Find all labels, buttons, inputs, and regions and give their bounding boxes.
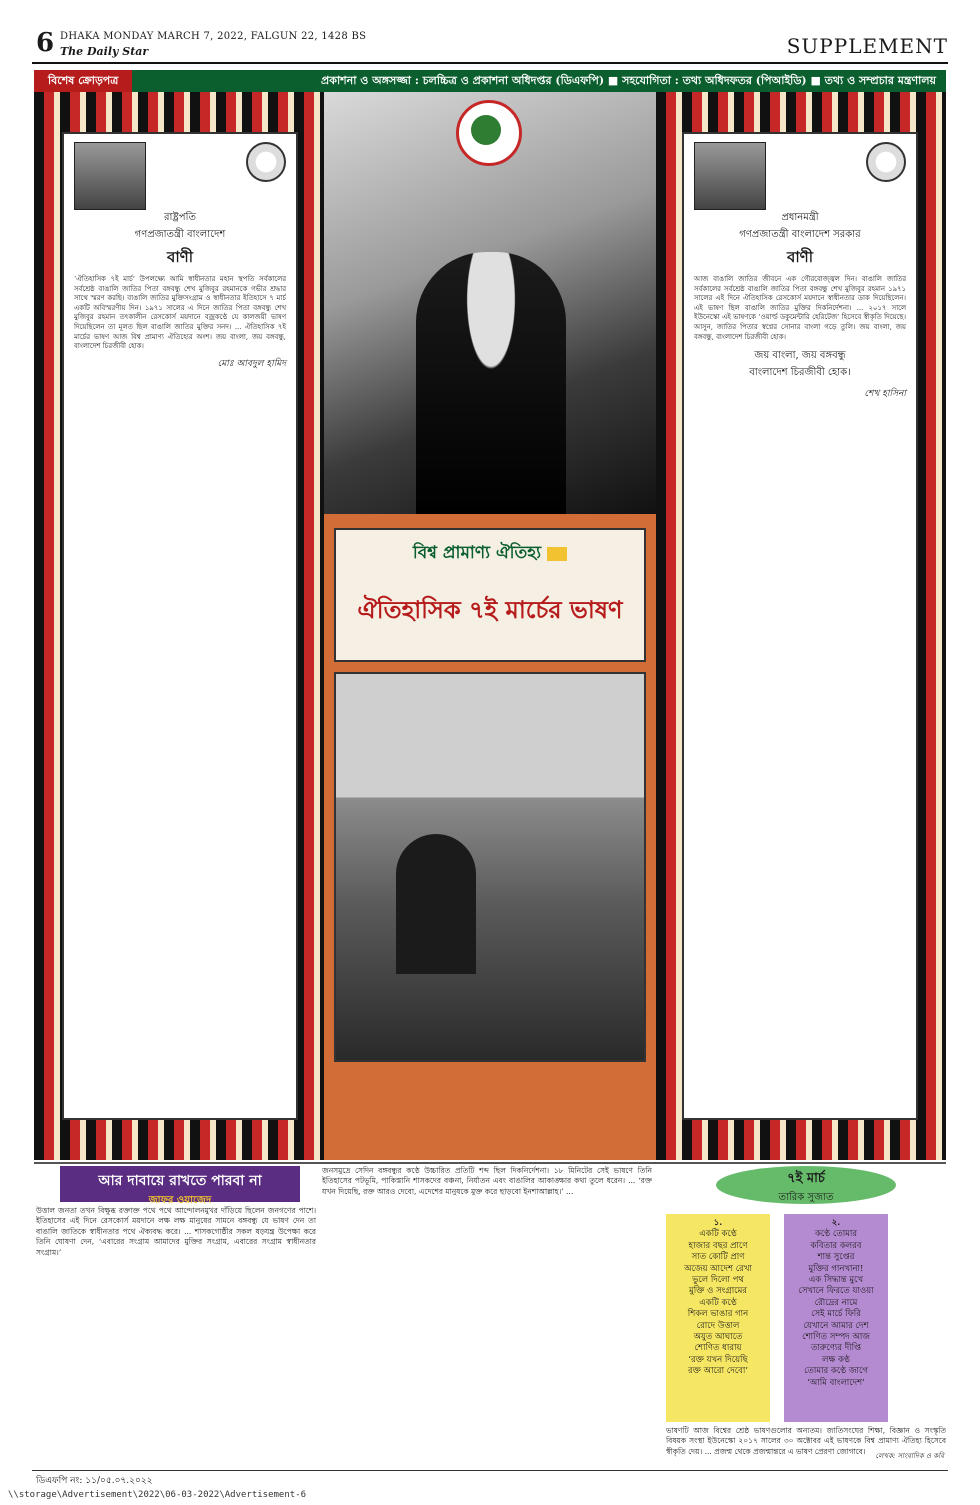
pm-photo <box>694 142 766 210</box>
government-seal-icon <box>866 142 906 182</box>
panel-title: রাষ্ট্রপতি <box>164 212 196 223</box>
article-column-1: উত্তাল জনতা তখন বিক্ষুব্ধ রক্তাক্ত পথে পথে আন্দোলনমুখর দাঁড়িয়ে ছিলেন জনগণের পাশে। ইতিহাসের এই দিনে রেসকোর্স ময়দানে লক্ষ লক্ষ মানুষের সামনে বঙ্গবন্ধু যে ভাষণ দেন তা বাঙালি জাতিকে স্বাধীনতার পথে ঐক্যবদ্ধ করে। ... শাসকগোষ্ঠীর সকল ষড়যন্ত্র উপেক্ষা করে তিনি ঘোষণা দেন, ‘এবারের সংগ্রাম আমাদের মুক্তির সংগ্রাম, এবারের সংগ্রাম স্বাধীনতার সংগ্রাম।’ <box>36 1206 316 1257</box>
poem-part-number: ২. <box>831 1218 841 1228</box>
government-emblem-icon <box>456 100 522 166</box>
article-headline-box <box>60 1166 300 1206</box>
message-heading: বাণী <box>166 248 194 266</box>
unesco-icon <box>547 547 567 561</box>
poem-title: ৭ই মার্চ <box>787 1171 825 1186</box>
title-box <box>334 528 646 662</box>
poem-header <box>716 1166 896 1204</box>
panel-subtitle: গণপ্রজাতন্ত্রী বাংলাদেশ সরকার <box>739 229 861 240</box>
rally-speaker-figure <box>396 834 476 974</box>
pm-message-panel <box>682 132 918 1120</box>
section-label: SUPPLEMENT <box>786 34 948 58</box>
article-headline: আর দাবায়ে রাখতে পারবা না <box>98 1173 262 1189</box>
banner-tag: বিশেষ ক্রোড়পত্র <box>34 70 132 92</box>
hero-photo <box>324 92 656 514</box>
president-message-panel <box>62 132 298 1120</box>
rally-photo <box>334 672 646 1062</box>
panel-subtitle: গণপ্রজাতন্ত্রী বাংলাদেশ <box>134 229 226 240</box>
footer-rule <box>32 1470 948 1471</box>
poem-part-1 <box>666 1214 770 1422</box>
banner-text: প্রকাশনা ও অঙ্গসজ্জা : চলচ্চিত্র ও প্রকাশনা অধিদপ্তর (ডিএফপি) ■ সহযোগিতা : তথ্য অধিদফতর (পিআইডি) ■ তথ্য ও সম্প্রচার মন্ত্রণালয় <box>321 73 936 87</box>
supplement-banner <box>34 70 946 92</box>
president-photo <box>74 142 146 210</box>
article-column-2: জনসমুদ্রে সেদিন বঙ্গবন্ধুর কণ্ঠে উচ্চারিত প্রতিটি শব্দ ছিল দিকনির্দেশনা। ১৮ মিনিটের সেই ভাষণে তিনি ইতিহাসের পটভূমি, পাকিস্তানি শাসকদের বঞ্চনা, নির্যাতন এবং বাঙালির আকাঙ্ক্ষার কথা তুলে ধরেন। ... ‘রক্ত যখন দিয়েছি, রক্ত আরও দেবো, এদেশের মানুষকে মুক্ত করে ছাড়বো ইনশাআল্লাহ।’ ... <box>322 1166 652 1196</box>
poem-part-text: কণ্ঠে তোমার কবিতার কলরব শান্ত সুপ্তের মুক্তির গানখানা! এক সিদ্ধান্ত মুখে সেখানে ফিরতে যাওয়া রৌদ্রের নামে সেই মার্চে ফিরি যেখানে আমার দেশ শোণিত সম্পদ আজ তারুণ্যের দীপ্তি লক্ষ কণ্ঠ তোমার কণ্ঠে জাগে ‘আমি বাংলাদেশ’ <box>798 1229 874 1388</box>
dfp-number: ডিএফপি নং: ১১/০৫.০৭.২০২২ <box>36 1476 153 1486</box>
file-path: \\storage\Advertisement\2022\06-03-2022\Advertisement-6 <box>8 1490 307 1500</box>
article-author: জাফর ওয়াজেদ <box>148 1195 212 1206</box>
masthead-rule <box>32 62 948 64</box>
message-heading: বাণী <box>786 248 814 266</box>
message-body: আজ বাঙালি জাতির জীবনে এক গৌরবোজ্জ্বল দিন। বাঙালি জাতির সর্বকালের সর্বশ্রেষ্ঠ বাঙালি জাতির পিতা বঙ্গবন্ধু শেখ মুজিবুর রহমান ১৯৭১ সালের এই দিনে ঐতিহাসিক রেসকোর্স ময়দানে স্বাধীনতার ডাক দিয়েছিলেন। এই ভাষণ ছিল বাঙালি জাতির মুক্তির দিকনির্দেশনা। ... ২০১৭ সালে ইউনেস্কো এই ভাষণকে ‘ওয়ার্ল্ড ডকুমেন্টারি হেরিটেজ’ হিসেবে স্বীকৃতি দিয়েছে। আসুন, জাতির পিতার স্বপ্নের সোনার বাংলা গড়ে তুলি। জয় বাংলা, জয় বঙ্গবন্ধু, বাংলাদেশ চিরজীবী হোক। <box>694 275 906 341</box>
speech-title: ঐতিহাসিক ৭ই মার্চের ভাষণ <box>357 595 623 624</box>
section-rule <box>34 1162 946 1164</box>
message-closing: জয় বাংলা, জয় বঙ্গবন্ধু বাংলাদেশ চিরজীবী হোক। <box>749 350 851 379</box>
speaker-figure <box>416 252 566 514</box>
newspaper-name: The Daily Star <box>60 45 149 58</box>
poem-author: তারিক সুজাত <box>778 1192 834 1203</box>
poem-part-text: একটি কণ্ঠে হাজার বছর প্রাণে সাত কোটি প্রাণ অজেয় আদেশ রেখা ভুলে দিলো পথ মুক্তি ও সংগ্রামের একটি কণ্ঠে শিকল ভাঙার গান রোদে উত্তাল অযুত আঘাতে শোণিত ধারায় ‘রক্ত যখন দিয়েছি রক্ত আরো দেবো’ <box>684 1229 752 1377</box>
article-column-3: ভাষণটি আজ বিশ্বের শ্রেষ্ঠ ভাষণগুলোর অন্যতম। জাতিসংঘের শিক্ষা, বিজ্ঞান ও সংস্কৃতি বিষয়ক সংস্থা ইউনেস্কো ২০১৭ সালের ৩০ অক্টোবর এই ভাষণকে বিশ্ব প্রামাণ্য ঐতিহ্য হিসেবে স্বীকৃতি দেয়। ... প্রজন্ম থেকে প্রজন্মান্তরে এ ভাষণ প্রেরণা জোগাবে। <box>666 1426 946 1456</box>
dateline: DHAKA MONDAY MARCH 7, 2022, FALGUN 22, 1428 BS <box>60 31 367 42</box>
poem-part-2 <box>784 1214 888 1422</box>
center-column <box>324 92 656 1160</box>
signature: শেখ হাসিনা <box>864 389 906 400</box>
panel-title: প্রধানমন্ত্রী <box>781 212 819 223</box>
author-credit: লেখক: সাংবাদিক ও কবি <box>875 1452 944 1460</box>
message-body: ‘ঐতিহাসিক ৭ই মার্চ’ উপলক্ষ্যে আমি স্বাধীনতার মহান স্থপতি সর্বকালের সর্বশ্রেষ্ঠ বাঙালি জাতির পিতা বঙ্গবন্ধু শেখ মুজিবুর রহমানকে গভীর শ্রদ্ধার সাথে স্মরণ করছি। বাঙালি জাতির মুক্তিসংগ্রাম ও স্বাধীনতার ইতিহাসে ৭ মার্চ একটি অবিস্মরণীয় দিন। ১৯৭১ সালের এ দিনে জাতির পিতা বঙ্গবন্ধু শেখ মুজিবুর রহমান তৎকালীন রেসকোর্স ময়দানে বজ্রকণ্ঠে যে কালজয়ী ভাষণ দিয়েছিলেন তা মূলত ছিল বাঙালি জাতির মুক্তির সনদ। ... ঐতিহাসিক ৭ই মার্চের ভাষণ আজ বিশ্ব প্রামাণ্য ঐতিহ্যের অংশ। জয় বাংলা, জয় বঙ্গবন্ধু, বাংলাদেশ চিরজীবী হোক। <box>74 275 286 351</box>
heritage-title: বিশ্ব প্রামাণ্য ঐতিহ্য <box>412 543 542 563</box>
signature: মোঃ আবদুল হামিদ <box>217 358 286 369</box>
poem-part-number: ১. <box>713 1218 723 1228</box>
advertisement-body <box>34 92 946 1160</box>
page-number: 6 <box>36 28 55 58</box>
state-seal-icon <box>246 142 286 182</box>
